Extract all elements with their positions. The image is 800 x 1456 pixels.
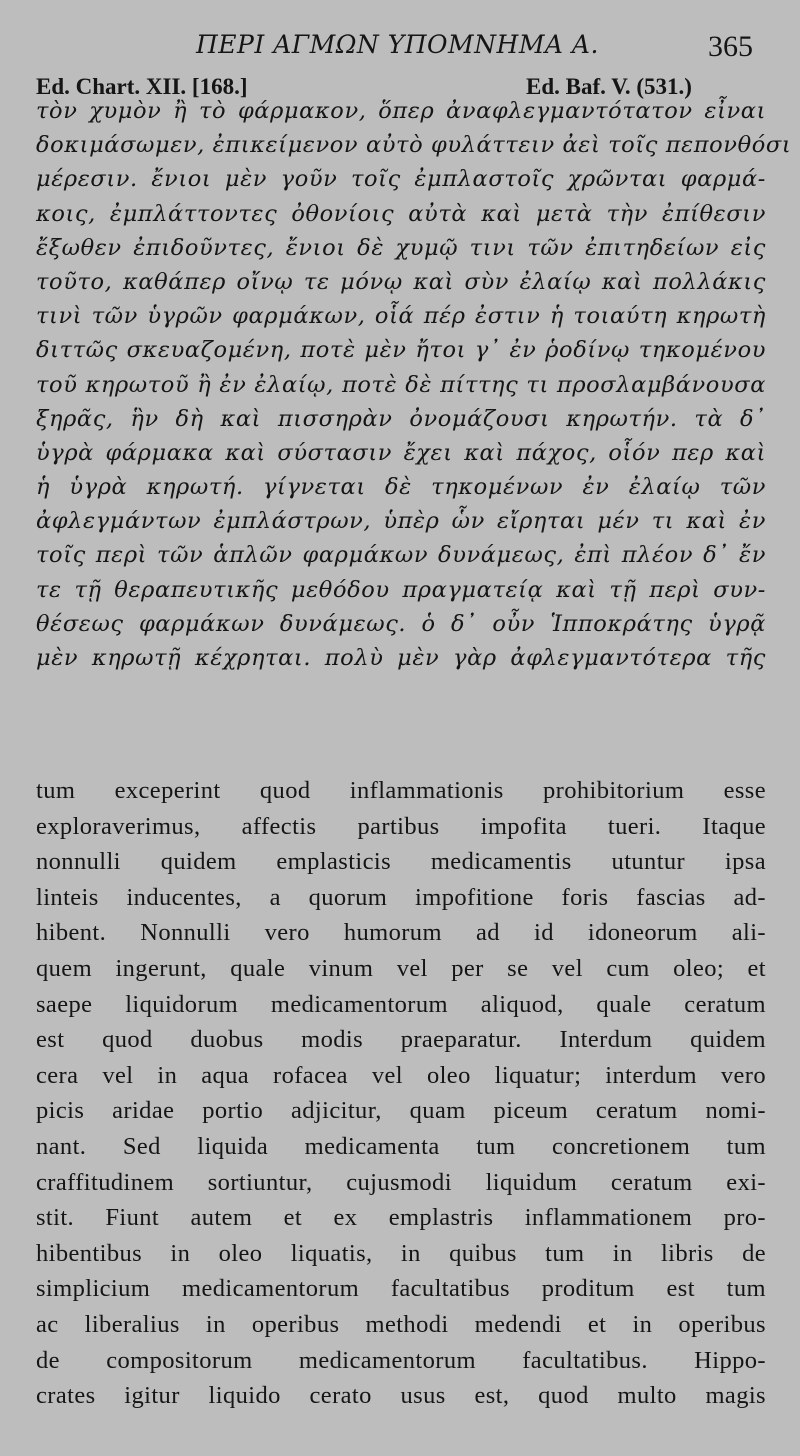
latin-line: nant. Sed liquida medicamenta tum concretionem tum bbox=[36, 1132, 766, 1160]
edition-reference-basel: Ed. Baf. V. (531.) bbox=[526, 74, 692, 99]
latin-line: craffitudinem sortiuntur, cujusmodi liquidum ceratum exi- bbox=[36, 1168, 766, 1196]
latin-line: tum exceperint quod inflammationis prohibitorium esse bbox=[36, 777, 766, 804]
greek-text-block bbox=[36, 94, 792, 675]
latin-text-block bbox=[36, 773, 766, 1414]
greek-line: ὑγρὰ φάρμακα καὶ σύστασιν ἔχει καὶ πάχος, οἷόν περ καὶ bbox=[36, 439, 766, 466]
latin-line: stit. Fiunt autem et ex emplastris inflammationem pro- bbox=[36, 1204, 766, 1232]
latin-line: crates igitur liquido cerato usus est, quod multo magis bbox=[36, 1382, 766, 1410]
latin-line: quem ingerunt, quale vinum vel per se vel cum oleo; et bbox=[36, 954, 766, 982]
latin-line: ac liberalius in operibus methodi medendi et in operibus bbox=[36, 1310, 766, 1338]
edition-reference-chart: Ed. Chart. XII. [168.] bbox=[36, 74, 248, 99]
latin-line: simplicium medicamentorum facultatibus proditum est tum bbox=[36, 1275, 766, 1303]
greek-line: ἔξωθεν ἐπιδοῦντες, ἔνιοι δὲ χυμῷ τινι τῶν ἐπιτηδείων εἰς bbox=[36, 234, 766, 261]
latin-line: hibent. Nonnulli vero humorum ad id idoneorum ali- bbox=[36, 919, 766, 947]
latin-line: hibentibus in oleo liquatis, in quibus tum in libris de bbox=[36, 1239, 766, 1267]
greek-line: διττῶς σκευαζομένη, ποτὲ μὲν ἤτοι γ᾿ ἐν ῥοδίνῳ τηκομένου bbox=[36, 337, 766, 364]
latin-line: de compositorum medicamentorum facultatibus. Hippo- bbox=[36, 1346, 766, 1374]
latin-line: exploraverimus, affectis partibus impofita tueri. Itaque bbox=[36, 812, 766, 840]
latin-line: nonnulli quidem emplasticis medicamentis utuntur ipsa bbox=[36, 848, 766, 876]
latin-line: cera vel in aqua rofacea vel oleo liquatur; interdum vero bbox=[36, 1061, 766, 1089]
greek-line: ἡ ὑγρὰ κηρωτή. γίγνεται δὲ τηκομένων ἐν ἐλαίῳ τῶν bbox=[36, 474, 766, 501]
running-title: ΠΕΡΙ ΑΓΜΩΝ ΥΠΟΜΝΗΜΑ Α. bbox=[196, 30, 599, 59]
greek-line: τε τῇ θεραπευτικῆς μεθόδου πραγματείᾳ καὶ τῇ περὶ συν- bbox=[36, 576, 766, 603]
latin-line: picis aridae portio adjicitur, quam piceum ceratum nomi- bbox=[36, 1097, 766, 1125]
greek-line: θέσεως φαρμάκων δυνάμεως. ὁ δ᾿ οὖν Ἱπποκράτης ὑγρᾷ bbox=[36, 610, 766, 637]
latin-line: est quod duobus modis praeparatur. Interdum quidem bbox=[36, 1026, 766, 1054]
greek-line: μὲν κηρωτῇ κέχρηται. πολὺ μὲν γὰρ ἀφλεγμαντότερα τῆς bbox=[36, 645, 766, 671]
greek-line: τοῦτο, καθάπερ οἴνῳ τε μόνῳ καὶ σὺν ἐλαίῳ καὶ πολλάκις bbox=[36, 268, 766, 295]
latin-line: linteis inducentes, a quorum impofitione foris fascias ad- bbox=[36, 883, 766, 911]
greek-line: τὸν χυμὸν ἢ τὸ φάρμακον, ὅπερ ἀναφλεγμαντότατον εἶναι bbox=[36, 98, 766, 124]
greek-line: τοῖς περὶ τῶν ἁπλῶν φαρμάκων δυνάμεως, ἐπὶ πλέον δ᾿ ἔν bbox=[36, 542, 766, 569]
greek-line: δοκιμάσωμεν, ἐπικείμενον αὐτὸ φυλάττειν ἀεὶ τοῖς πεπονθόσι bbox=[36, 132, 792, 159]
latin-line: saepe liquidorum medicamentorum aliquod, quale ceratum bbox=[36, 990, 766, 1018]
page-number: 365 bbox=[708, 30, 753, 63]
greek-line: ἀφλεγμάντων ἐμπλάστρων, ὑπὲρ ὧν εἴρηται μέν τι καὶ ἐν bbox=[36, 508, 766, 535]
greek-line: κοις, ἐμπλάττοντες ὀθονίοις αὐτὰ καὶ μετὰ τὴν ἐπίθεσιν bbox=[36, 200, 766, 227]
greek-line: τοῦ κηρωτοῦ ἢ ἐν ἐλαίῳ, ποτὲ δὲ πίττης τι προσλαμβάνουσα bbox=[36, 371, 766, 398]
greek-line: ξηρᾶς, ἣν δὴ καὶ πισσηρὰν ὀνομάζουσι κηρωτήν. τὰ δ᾿ bbox=[36, 405, 766, 432]
greek-line: μέρεσιν. ἔνιοι μὲν γοῦν τοῖς ἐμπλαστοῖς χρῶνται φαρμά- bbox=[36, 166, 766, 193]
greek-line: τινὶ τῶν ὑγρῶν φαρμάκων, οἷά πέρ ἐστιν ἡ τοιαύτη κηρωτὴ bbox=[36, 303, 766, 330]
